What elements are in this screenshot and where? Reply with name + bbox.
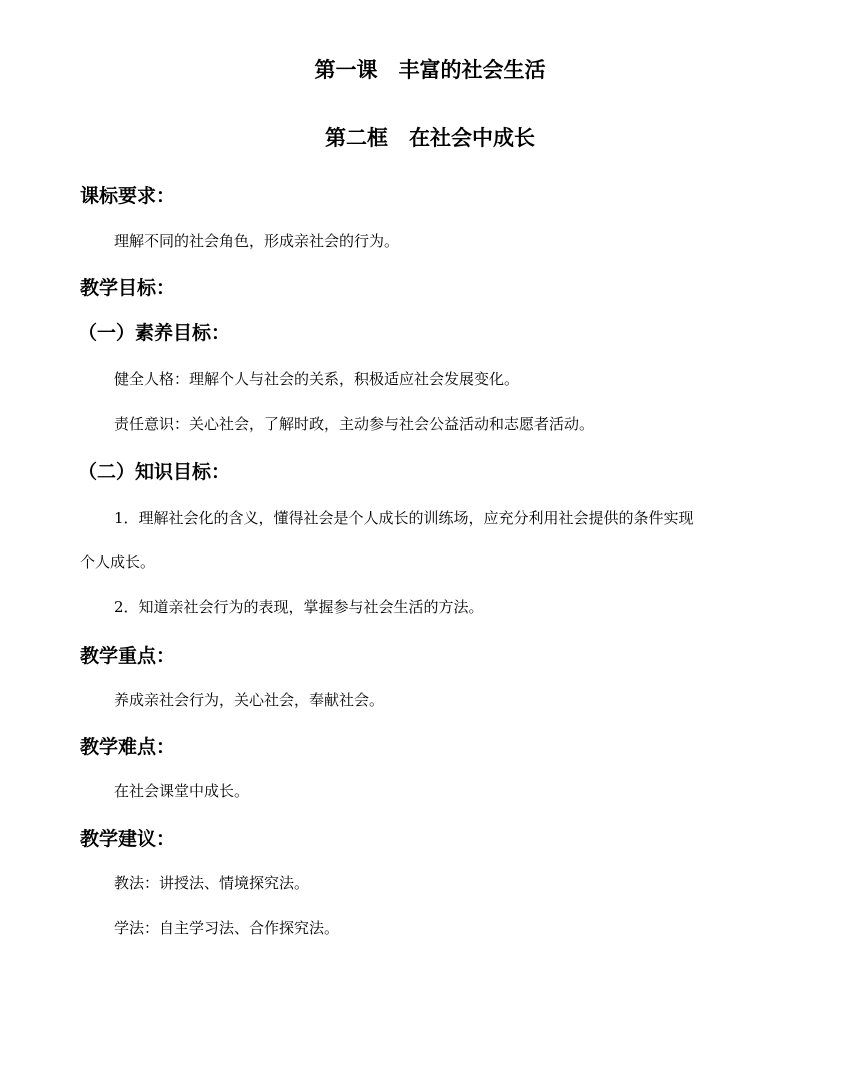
key-points-text: 养成亲社会行为，关心社会，奉献社会。 bbox=[114, 691, 385, 709]
section-title: 第二框 在社会中成长 bbox=[325, 125, 535, 150]
teaching-methods-text: 教法：讲授法、情境探究法。 bbox=[114, 874, 310, 892]
knowledge-objective-item-1-line-1: 1．理解社会化的含义，懂得社会是个人成长的训练场，应充分利用社会提供的条件实现 bbox=[114, 509, 694, 527]
knowledge-objectives-heading: （二）知识目标： bbox=[78, 461, 231, 483]
lesson-title: 第一课 丰富的社会生活 bbox=[314, 57, 546, 82]
difficult-points-text: 在社会课堂中成长。 bbox=[114, 782, 250, 800]
difficult-points-heading: 教学难点： bbox=[80, 736, 176, 758]
learning-methods-text: 学法：自主学习法、合作探究法。 bbox=[114, 919, 340, 937]
literacy-objective-item: 健全人格：理解个人与社会的关系，积极适应社会发展变化。 bbox=[114, 370, 520, 388]
literacy-objective-item: 责任意识：关心社会，了解时政，主动参与社会公益活动和志愿者活动。 bbox=[114, 415, 595, 433]
knowledge-objective-item-1-line-2: 个人成长。 bbox=[80, 553, 156, 571]
curriculum-heading: 课标要求： bbox=[80, 185, 176, 207]
key-points-heading: 教学重点： bbox=[80, 645, 176, 667]
objectives-heading: 教学目标： bbox=[80, 277, 176, 299]
curriculum-text: 理解不同的社会角色，形成亲社会的行为。 bbox=[114, 232, 400, 250]
literacy-objectives-heading: （一）素养目标： bbox=[78, 322, 231, 344]
knowledge-objective-item-2: 2．知道亲社会行为的表现，掌握参与社会生活的方法。 bbox=[114, 598, 484, 616]
suggestions-heading: 教学建议： bbox=[80, 828, 176, 850]
